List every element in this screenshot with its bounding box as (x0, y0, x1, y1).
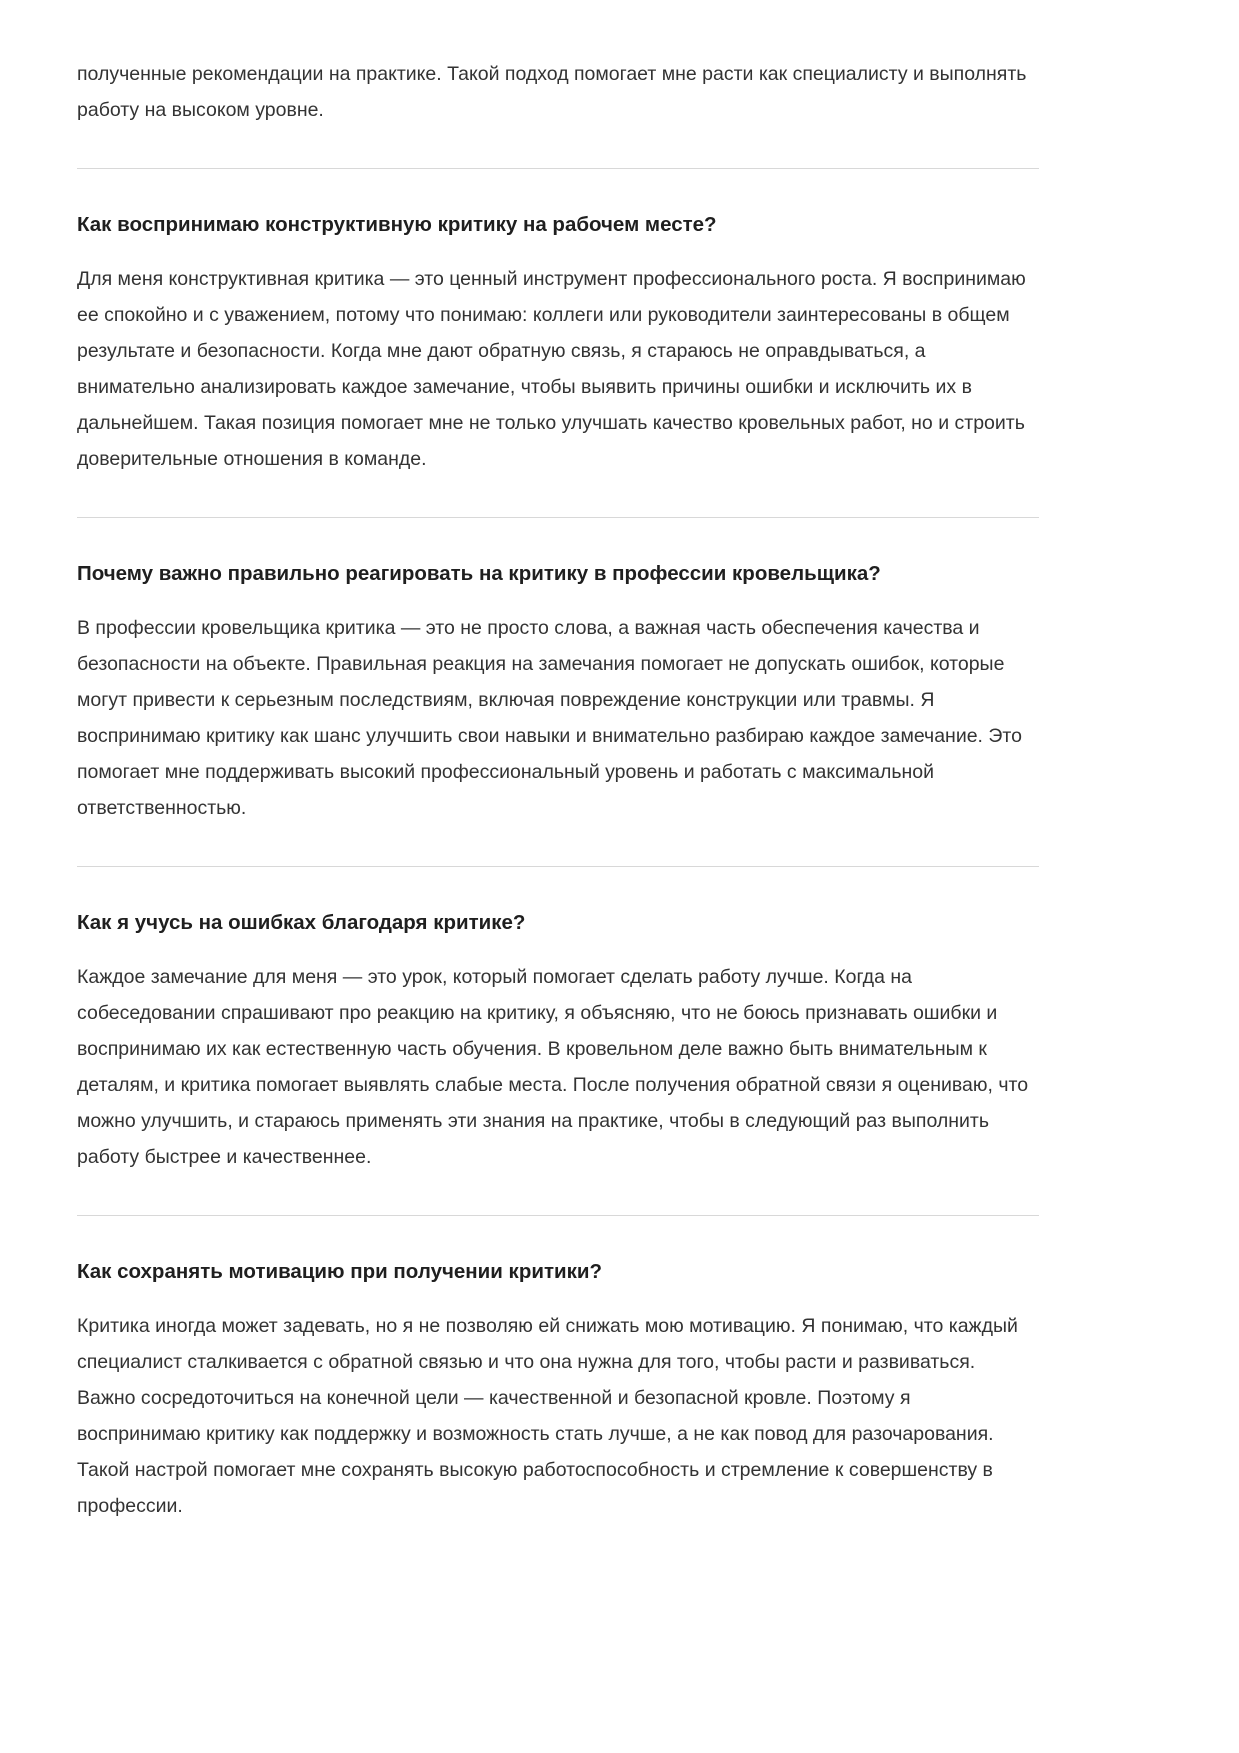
section-divider (77, 168, 1039, 169)
section (77, 211, 1039, 477)
section-body: Для меня конструктивная критика — это ценный инструмент профессионального роста. Я воспринимаю ее спокойно и с уважением, потому что понимаю: коллеги или руководители заинтересованы в общем результате и безопасности. Когда мне дают обратную связь, я стараюсь не оправдываться, а внимательно анализировать каждое замечание, чтобы выявить причины ошибки и исключить их в дальнейшем. Такая позиция помогает мне не только улучшать качество кровельных работ, но и строить доверительные отношения в команде. (77, 268, 1026, 470)
section-body: Каждое замечание для меня — это урок, который помогает сделать работу лучше. Когда на собеседовании спрашивают про реакцию на критику, я объясняю, что не боюсь признавать ошибки и воспринимаю их как естественную часть обучения. В кровельном деле важно быть внимательным к деталям, и критика помогает выявлять слабые места. После получения обратной связи я оцениваю, что можно улучшить, и стараюсь применять эти знания на практике, чтобы в следующий раз выполнить работу быстрее и качественнее. (77, 966, 1029, 1168)
section-heading: Почему важно правильно реагировать на критику в профессии кровельщика? (77, 562, 881, 585)
section (77, 560, 1039, 826)
section-divider (77, 517, 1039, 518)
section-divider (77, 1215, 1039, 1216)
section-divider (77, 866, 1039, 867)
section (77, 909, 1039, 1175)
section-body: Критика иногда может задевать, но я не позволяю ей снижать мою мотивацию. Я понимаю, что каждый специалист сталкивается с обратной связью и что она нужна для того, чтобы расти и развиваться. Важно сосредоточиться на конечной цели — качественной и безопасной кровле. Поэтому я воспринимаю критику как поддержку и возможность стать лучше, а не как повод для разочарования. Такой настрой помогает мне сохранять высокую работоспособность и стремление к совершенству в профессии. (77, 1315, 1018, 1517)
document-content (77, 56, 1039, 1524)
section-heading: Как воспринимаю конструктивную критику на рабочем месте? (77, 213, 717, 236)
section-heading: Как я учусь на ошибках благодаря критике? (77, 911, 526, 934)
section (77, 1258, 1039, 1524)
intro-paragraph: полученные рекомендации на практике. Такой подход помогает мне расти как специалисту и выполнять работу на высоком уровне. (77, 63, 1027, 121)
section-heading: Как сохранять мотивацию при получении критики? (77, 1260, 602, 1283)
section-body: В профессии кровельщика критика — это не просто слова, а важная часть обеспечения качества и безопасности на объекте. Правильная реакция на замечания помогает не допускать ошибок, которые могут привести к серьезным последствиям, включая повреждение конструкции или травмы. Я воспринимаю критику как шанс улучшить свои навыки и внимательно разбираю каждое замечание. Это помогает мне поддерживать высокий профессиональный уровень и работать с максимальной ответственностью. (77, 617, 1022, 819)
